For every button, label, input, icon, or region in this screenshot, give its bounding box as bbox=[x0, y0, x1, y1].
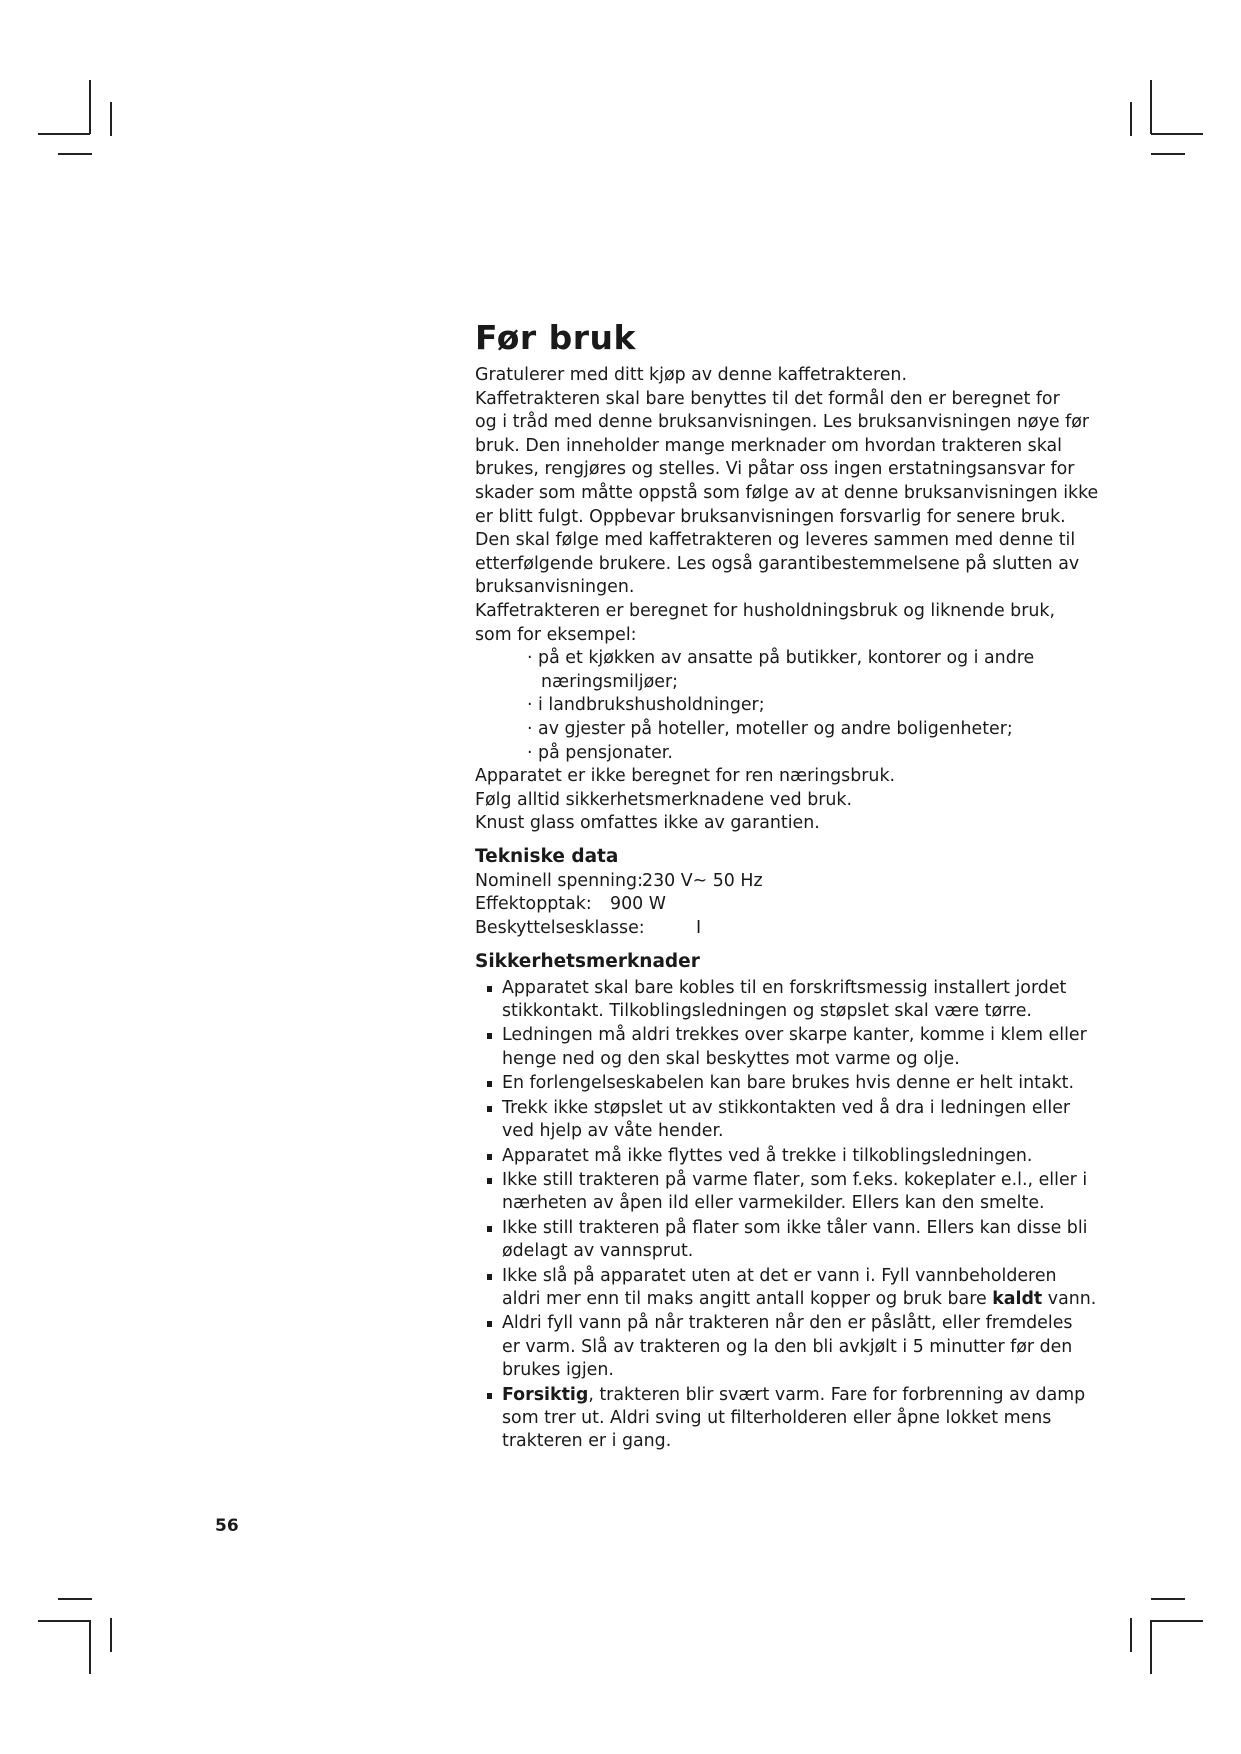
safety-item bbox=[487, 1169, 1088, 1216]
safety-line: nærheten av åpen ild eller varmekilder. Ellers kan den smelte. bbox=[502, 1193, 1045, 1214]
intro-line: Kaffetrakteren er beregnet for husholdningsbruk og liknende bruk, bbox=[475, 600, 1055, 621]
safety-item bbox=[487, 1072, 1075, 1095]
safety-list bbox=[475, 977, 1097, 1454]
safety-line: Ikke slå på apparatet uten at det er vann i. Fyll vannbeholderen bbox=[502, 1265, 1057, 1286]
tech-label: Nominell spenning: bbox=[475, 870, 643, 891]
usage-item: · på pensjonater. bbox=[527, 742, 673, 763]
intro-line: brukes, rengjøres og stelles. Vi påtar oss ingen erstatningsansvar for bbox=[475, 459, 1075, 480]
intro-line: bruk. Den inneholder mange merknader om hvordan trakteren skal bbox=[475, 435, 1063, 456]
crop-mark bbox=[1151, 133, 1203, 135]
note-line: Følg alltid sikkerhetsmerknadene ved bruk. bbox=[475, 789, 853, 810]
usage-item: · på et kjøkken av ansatte på butikker, kontorer og i andre bbox=[527, 648, 1035, 669]
usage-item: næringsmiljøer; bbox=[541, 671, 678, 692]
crop-mark bbox=[89, 1620, 91, 1674]
tech-value: 230 V~ 50 Hz bbox=[642, 870, 763, 891]
safety-item bbox=[487, 1024, 1087, 1071]
crop-mark bbox=[38, 1620, 90, 1622]
tech-row bbox=[475, 870, 1075, 894]
safety-item bbox=[487, 977, 1075, 1024]
tech-table bbox=[475, 870, 1075, 941]
intro-line: skader som måtte oppstå som følge av at denne bruksanvisningen ikke bbox=[475, 482, 1099, 503]
safety-heading: Sikkerhetsmerknader bbox=[475, 950, 700, 972]
crop-mark bbox=[110, 102, 112, 136]
tech-value: 900 W bbox=[610, 894, 666, 915]
safety-line bbox=[502, 1384, 1086, 1407]
crop-mark bbox=[38, 133, 90, 135]
usage-item: · av gjester på hoteller, moteller og andre boligenheter; bbox=[527, 718, 1013, 739]
safety-line: Aldri fyll vann på når trakteren når den er påslått, eller fremdeles bbox=[502, 1313, 1073, 1334]
safety-line: Apparatet skal bare kobles til en forskriftsmessig installert jordet bbox=[502, 977, 1067, 998]
safety-item bbox=[487, 1265, 1097, 1312]
crop-mark bbox=[58, 1598, 92, 1600]
crop-mark bbox=[1130, 102, 1132, 136]
safety-line: En forlengelseskabelen kan bare brukes hvis denne er helt intakt. bbox=[502, 1073, 1075, 1094]
intro-line: som for eksempel: bbox=[475, 624, 637, 645]
safety-line bbox=[502, 1288, 1097, 1311]
safety-line: som trer ut. Aldri sving ut filterholderen eller åpne lokket mens bbox=[502, 1407, 1052, 1428]
emphasis-word: Forsiktig bbox=[502, 1384, 589, 1405]
safety-text: vann. bbox=[1042, 1288, 1097, 1309]
safety-item bbox=[487, 1312, 1075, 1382]
safety-line: ødelagt av vannsprut. bbox=[502, 1241, 694, 1262]
page-number: 56 bbox=[215, 1516, 239, 1536]
intro bbox=[475, 364, 1099, 647]
crop-mark bbox=[1151, 153, 1185, 155]
safety-line: henge ned og den skal beskyttes mot varme og olje. bbox=[502, 1048, 960, 1069]
tech-label: Beskyttelsesklasse: bbox=[475, 918, 645, 939]
crop-mark bbox=[1130, 1618, 1132, 1652]
tech-heading: Tekniske data bbox=[475, 845, 619, 867]
safety-item bbox=[487, 1217, 1088, 1264]
safety-text: aldri mer enn til maks angitt antall kopper og bruk bare bbox=[502, 1288, 993, 1309]
intro-line: Den skal følge med kaffetrakteren og leveres sammen med denne til bbox=[475, 530, 1076, 551]
safety-line: brukes igjen. bbox=[502, 1360, 614, 1381]
safety-item bbox=[487, 1384, 1086, 1454]
after-notes bbox=[475, 765, 1075, 836]
crop-mark bbox=[1151, 1620, 1203, 1622]
tech-label: Effektopptak: bbox=[475, 894, 592, 915]
safety-line: trakteren er i gang. bbox=[502, 1431, 672, 1452]
usage-item: · i landbrukshusholdninger; bbox=[527, 695, 765, 716]
intro-line: etterfølgende brukere. Les også garantibestemmelsene på slutten av bbox=[475, 553, 1080, 574]
intro-line: Kaffetrakteren skal bare benyttes til det formål den er beregnet for bbox=[475, 388, 1060, 409]
safety-item bbox=[487, 1097, 1075, 1144]
safety-text: , trakteren blir svært varm. Fare for forbrenning av damp bbox=[588, 1384, 1086, 1405]
tech-row bbox=[475, 893, 1075, 917]
note-line: Knust glass omfattes ikke av garantien. bbox=[475, 813, 820, 834]
crop-mark bbox=[89, 80, 91, 134]
intro-line: Gratulerer med ditt kjøp av denne kaffetrakteren. bbox=[475, 365, 907, 385]
safety-line: er varm. Slå av trakteren og la den bli avkjølt i 5 minutter før den bbox=[502, 1336, 1073, 1357]
intro-line: er blitt fulgt. Oppbevar bruksanvisningen forsvarlig for senere bruk. bbox=[475, 506, 1066, 527]
tech-row bbox=[475, 917, 1075, 941]
safety-line: stikkontakt. Tilkoblingsledningen og støpslet skal være tørre. bbox=[502, 1001, 1032, 1022]
safety-line: Ikke still trakteren på varme flater, som f.eks. kokeplater e.l., eller i bbox=[502, 1169, 1088, 1190]
intro-line: bruksanvisningen. bbox=[475, 577, 635, 598]
usage-list bbox=[475, 647, 1075, 765]
crop-mark bbox=[110, 1618, 112, 1652]
crop-mark bbox=[58, 153, 92, 155]
crop-mark bbox=[1151, 1598, 1185, 1600]
intro-line: og i tråd med denne bruksanvisningen. Les bruksanvisningen nøye før bbox=[475, 412, 1090, 433]
page-title: Før bruk bbox=[475, 318, 636, 357]
safety-line: ved hjelp av våte hender. bbox=[502, 1121, 724, 1142]
crop-mark bbox=[1150, 1620, 1152, 1674]
page-content bbox=[475, 318, 1099, 1455]
note-line: Apparatet er ikke beregnet for ren næringsbruk. bbox=[475, 766, 896, 787]
safety-item bbox=[487, 1145, 1075, 1168]
safety-line: Apparatet må ikke flyttes ved å trekke i tilkoblingsledningen. bbox=[502, 1145, 1033, 1166]
safety-line: Ledningen må aldri trekkes over skarpe kanter, komme i klem eller bbox=[502, 1025, 1087, 1046]
safety-line: Trekk ikke støpslet ut av stikkontakten ved å dra i ledningen eller bbox=[502, 1097, 1071, 1118]
safety-line: Ikke still trakteren på flater som ikke tåler vann. Ellers kan disse bli bbox=[502, 1217, 1088, 1238]
emphasis-word: kaldt bbox=[992, 1288, 1043, 1309]
tech-value: I bbox=[696, 918, 702, 939]
crop-mark bbox=[1150, 80, 1152, 134]
